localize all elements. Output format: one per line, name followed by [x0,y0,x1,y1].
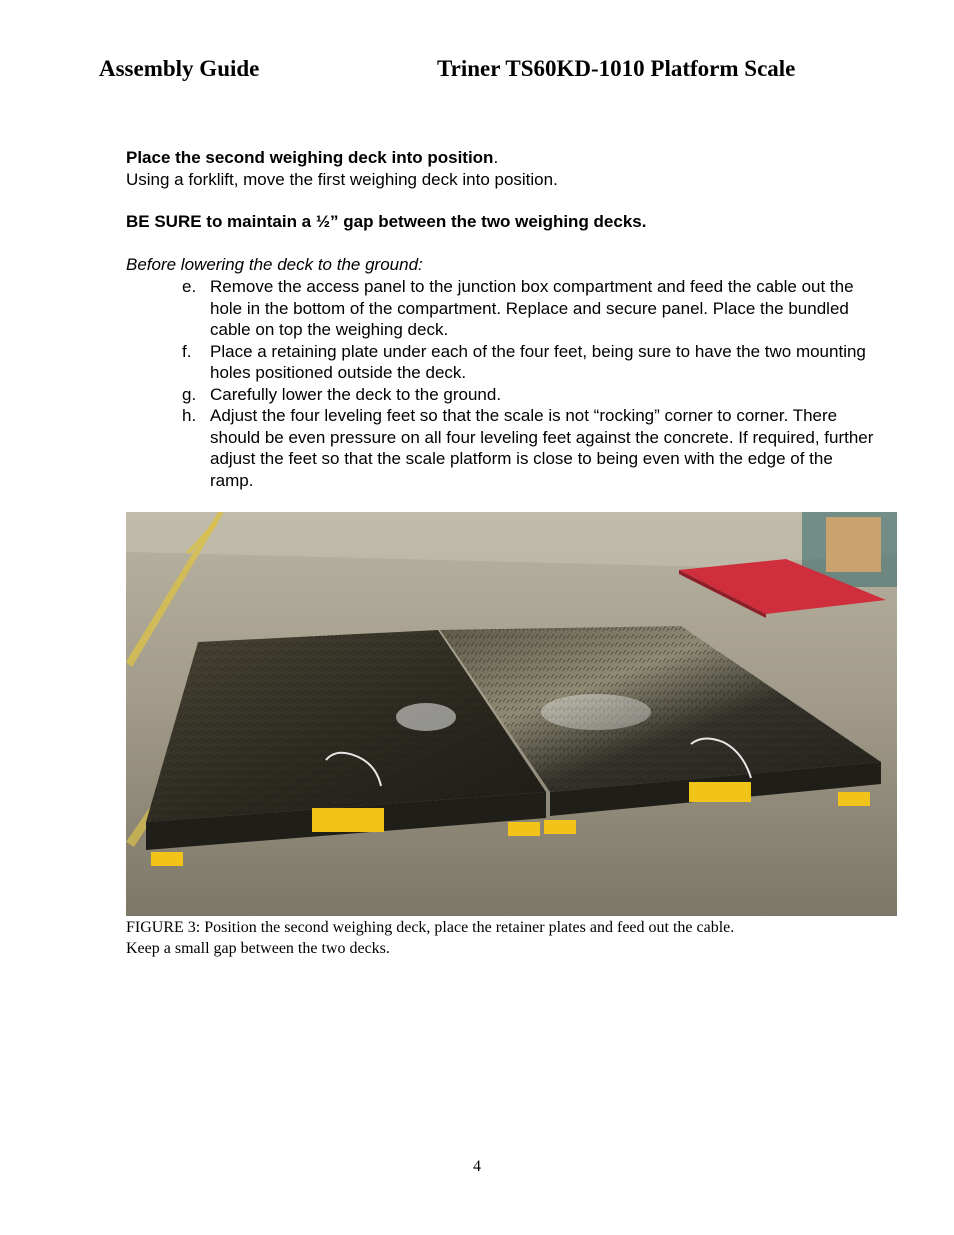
intro-line: Using a forklift, move the first weighing deck into position. [126,170,558,189]
cardboard-box [826,517,881,572]
step-text: Remove the access panel to the junction box compartment and feed the cable out the hole in the bottom of the compartment. Replace and secure panel. Place the bundled cable on top the weighing deck. [210,277,854,339]
section-heading-bold: Place the second weighing deck into position [126,148,494,167]
step-letter: e. [182,277,197,296]
section-heading-tail: . [493,148,499,167]
page-number: 4 [473,1158,481,1175]
step-text: Adjust the four leveling feet so that the scale is not “rocking” corner to corner. There should be even pressure on all four leveling feet against the concrete. If required, further adjust the feet so that the scale platform is close to being even with the edge of the ramp. [210,406,874,490]
step-text: Carefully lower the deck to the ground. [210,384,502,404]
right-junction-panel [689,782,751,802]
header-title-right: Triner TS60KD-1010 Platform Scale [437,56,796,81]
retainer-plate [544,820,576,834]
platform-scale-illustration [126,512,897,916]
step-text: Place a retaining plate under each of the four feet, being sure to have the two mounting holes positioned outside the deck. [210,341,866,382]
light-reflection [396,703,456,731]
list-item [178,341,878,384]
list-item [178,384,878,406]
list-item [178,405,878,491]
figure-caption-line-2: Keep a small gap between the two decks. [126,940,390,957]
figure-photo [126,512,897,916]
step-letter: g. [182,384,197,404]
header-title-left: Assembly Guide [99,56,260,81]
before-lowering-note: Before lowering the deck to the ground: [126,255,423,274]
step-letter: h. [182,406,197,425]
retainer-plate [508,822,540,836]
step-letter: f. [182,341,192,361]
retainer-plate [151,852,183,866]
figure-caption [126,917,886,959]
section-heading [126,147,886,169]
retainer-plate [838,792,870,806]
step-list [178,276,878,491]
figure-caption-line-1: FIGURE 3: Position the second weighing deck, place the retainer plates and feed out the cable. [126,919,735,936]
gap-warning: BE SURE to maintain a ½” gap between the two weighing decks. [126,212,647,231]
light-reflection [541,694,651,730]
left-junction-panel [312,808,384,832]
list-item [178,276,878,341]
